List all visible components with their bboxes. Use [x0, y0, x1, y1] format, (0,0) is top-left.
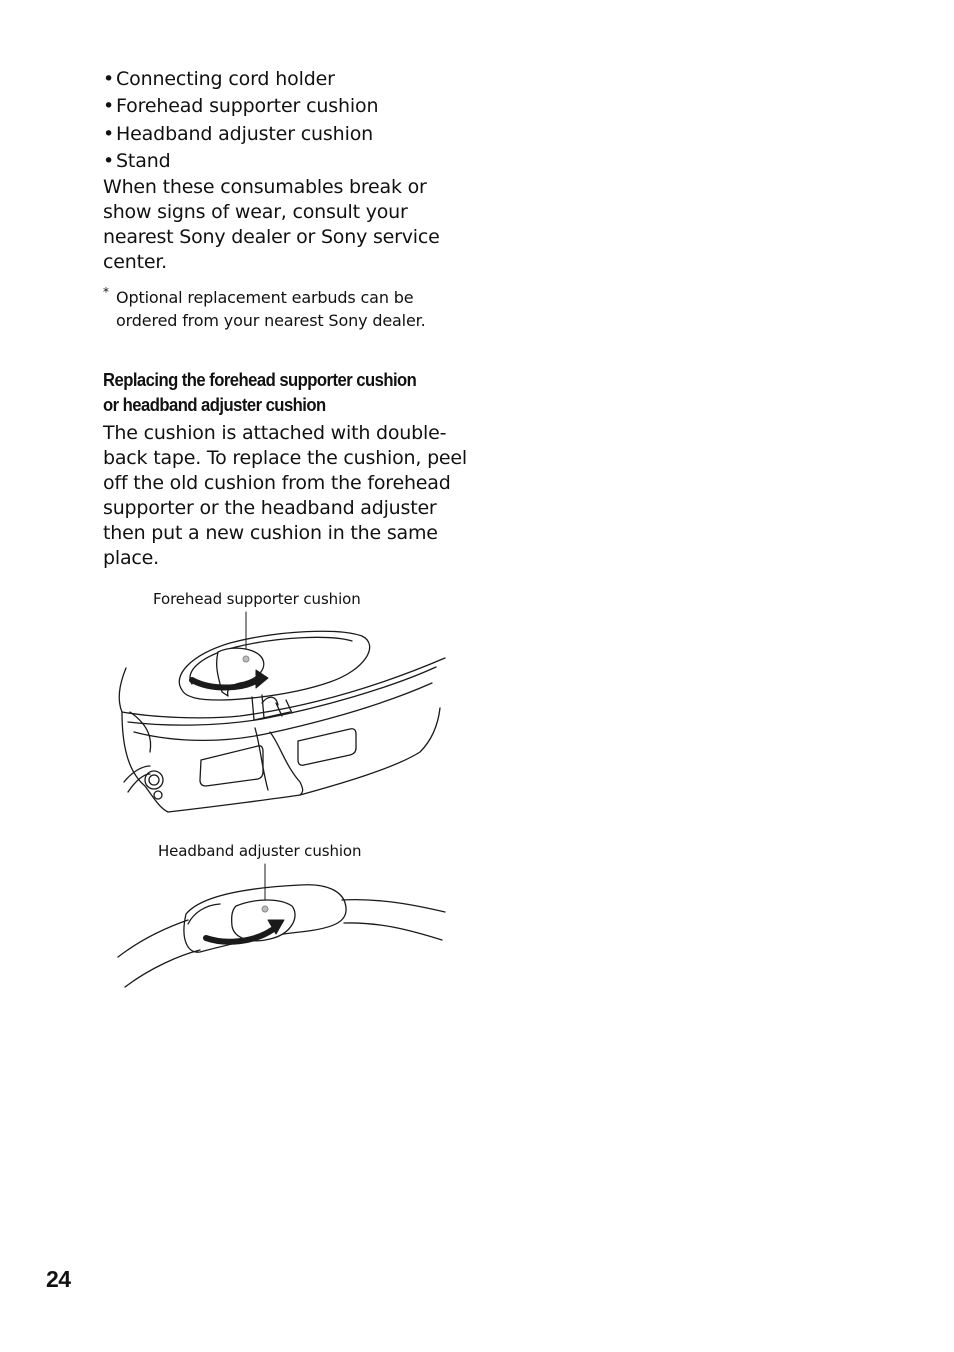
- section-heading-line2: or headband adjuster cushion: [103, 394, 326, 416]
- footnote-mark: *: [103, 285, 109, 300]
- consumables-note: When these consumables break or show signs of wear, consult your nearest Sony dealer or Sony service center.: [103, 176, 440, 274]
- list-item: • Connecting cord holder: [103, 66, 468, 93]
- list-item: • Forehead supporter cushion: [103, 93, 468, 120]
- section-body: The cushion is attached with double-back tape. To replace the cushion, peel off the old cushion from the forehead supporter or the headband adjuster then put a new cushion in the same place.: [103, 422, 467, 570]
- section-heading-line1: Replacing the forehead supporter cushion: [103, 369, 417, 391]
- headset-drawing: [119, 612, 445, 812]
- page-number: 24: [46, 1266, 71, 1292]
- list-item: • Stand: [103, 148, 468, 175]
- headband-drawing: [118, 864, 445, 987]
- list-item: • Headband adjuster cushion: [103, 121, 468, 148]
- headband-cushion-label: Headband adjuster cushion: [158, 842, 362, 860]
- forehead-cushion-label: Forehead supporter cushion: [153, 590, 361, 608]
- footnote-text: Optional replacement earbuds can be ordered from your nearest Sony dealer.: [116, 288, 426, 330]
